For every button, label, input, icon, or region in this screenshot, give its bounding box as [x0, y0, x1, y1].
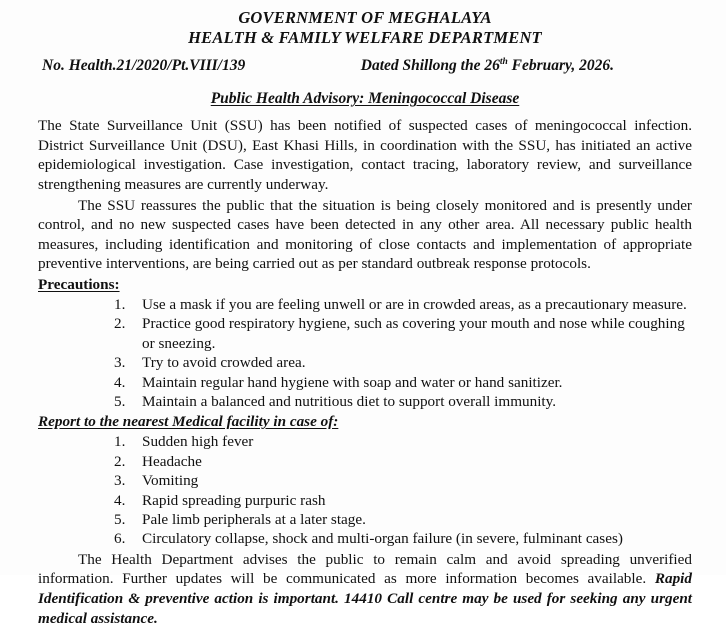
list-item-number: 1. — [114, 295, 126, 313]
list-item — [38, 452, 692, 471]
list-item-label: Circulatory collapse, shock and multi-organ failure (in severe, fulminant cases) — [142, 530, 623, 548]
precautions-list — [38, 295, 692, 411]
list-item — [38, 471, 692, 490]
report-symptoms-list — [38, 432, 692, 548]
list-item-label: Sudden high fever — [142, 433, 254, 451]
list-item — [38, 353, 692, 372]
list-item-label: Headache — [142, 452, 202, 470]
precautions-heading: Precautions: — [38, 275, 120, 293]
list-item-number: 2. — [114, 452, 126, 470]
list-item-number: 1. — [114, 433, 126, 451]
body-paragraph-2: The SSU reassures the public that the situation is being closely monitored and is presently under control, and no new suspected cases have been detected in any other area. All necessary public health measures, including identification and monitoring of close contacts and implementation of appropriate preventive interventions, are being carried out as per standard outbreak response protocols. — [38, 196, 692, 273]
organization-line-1: GOVERNMENT OF MEGHALAYA — [238, 8, 492, 27]
reference-date-row — [38, 57, 692, 75]
list-item — [38, 529, 692, 548]
list-item-number: 4. — [114, 491, 126, 509]
report-heading-wrap — [38, 412, 692, 431]
list-item-label: Maintain regular hand hygiene with soap and water or hand sanitizer. — [142, 373, 563, 391]
document-date — [361, 57, 692, 75]
list-item-number: 5. — [114, 510, 126, 528]
list-item-label: Use a mask if you are feeling unwell or are in crowded areas, as a precautionary measure. — [142, 295, 687, 313]
report-section-heading: Report to the nearest Medical facility in case of: — [38, 413, 339, 431]
date-prefix: Dated Shillong the 26 — [360, 57, 500, 75]
advisory-title-wrap — [38, 90, 692, 108]
list-item-label: Maintain a balanced and nutritious diet to support overall immunity. — [142, 392, 557, 410]
list-item — [38, 392, 692, 411]
body-paragraph-1: The State Surveillance Unit (SSU) has been notified of suspected cases of meningococcal infection. District Surveillance Unit (DSU), East Khasi Hills, in coordination with the SSU, has initiated an active epidemiological investigation. Case investigation, contact tracing, laboratory review, and surveillance strengthening measures are currently underway. — [38, 117, 692, 193]
list-item-number: 4. — [114, 373, 126, 391]
list-item-label: Try to avoid crowded area. — [142, 354, 306, 372]
list-item-number: 6. — [114, 530, 126, 548]
list-item-number: 5. — [114, 392, 126, 410]
list-item-label: Pale limb peripherals at a later stage. — [142, 510, 366, 528]
list-item-label: Rapid spreading purpuric rash — [142, 491, 326, 509]
reference-number: No. Health.21/2020/Pt.VIII/139 — [42, 57, 246, 75]
list-item — [38, 295, 692, 314]
precautions-heading-wrap — [38, 275, 692, 294]
list-item — [38, 373, 692, 392]
body-paragraph-3 — [38, 550, 692, 628]
closing-plain-text: The Health Department advises the public to remain calm and avoid spreading unverified information. Further updates will be communicated as more information becomes available. — [38, 550, 692, 588]
list-item — [38, 314, 692, 353]
list-item — [38, 510, 692, 529]
organization-line-2: HEALTH & FAMILY WELFARE DEPARTMENT — [188, 28, 542, 47]
advisory-title: Public Health Advisory: Meningococcal Disease — [210, 90, 520, 108]
list-item-number: 3. — [114, 354, 126, 372]
date-suffix: February, 2026. — [507, 57, 614, 75]
list-item-number: 3. — [114, 472, 126, 490]
list-item — [38, 432, 692, 451]
closing-emphasis-text: Rapid Identification & preventive action is important. 14410 Call centre may be used for seeking any urgent medical assistance. — [38, 570, 692, 627]
list-item-number: 2. — [114, 315, 126, 333]
date-ordinal-suffix: th — [499, 57, 508, 67]
list-item — [38, 491, 692, 510]
list-item-label: Vomiting — [142, 472, 199, 490]
list-item-label: Practice good respiratory hygiene, such as covering your mouth and nose while coughing or sneezing. — [142, 315, 685, 352]
